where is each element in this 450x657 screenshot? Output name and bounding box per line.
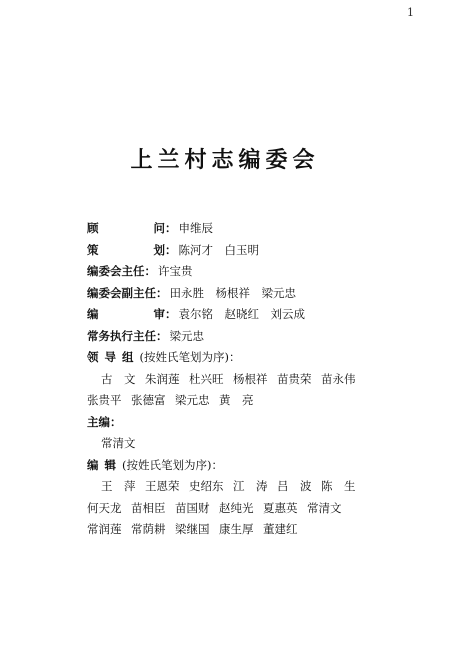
role-row-executive-director: 常务执行主任 ： 梁元忠 (87, 326, 417, 348)
name-item: 江 涛 (233, 479, 268, 493)
editors-names (87, 476, 417, 541)
name-item: 苗永伟 (321, 371, 356, 386)
credits-list (87, 218, 417, 541)
role-label: 编委会主任 (87, 264, 145, 278)
role-value: 袁尔铭 赵晓红 刘云成 (178, 307, 305, 321)
name-item: 史绍东 (189, 479, 224, 493)
name-item: 梁继国 (175, 522, 210, 536)
name-item: 杜兴旺 (189, 371, 224, 386)
name-item: 夏惠英 (263, 500, 298, 515)
name-item: 陈 生 (321, 479, 356, 493)
name-item: 古 文 (101, 371, 136, 386)
role-label: 编委会副主任 (87, 285, 156, 300)
section-label: 主编： (87, 414, 122, 429)
name-item: 王 萍 (101, 479, 136, 493)
role-label: 策 划 (87, 242, 165, 257)
role-value: 田永胜 杨根祥 梁元忠 (169, 285, 296, 300)
role-row-planner: 策 划 ： 陈河才 白玉明 (87, 240, 417, 262)
name-item: 何天龙 (87, 500, 122, 515)
name-item: 赵纯光 (219, 500, 254, 515)
name-item: 苗国财 (175, 500, 210, 515)
name-item: 黄 亮 (219, 393, 254, 407)
section-note: (按姓氏笔划为序)： (139, 350, 241, 364)
role-value: 许宝贵 (158, 264, 193, 278)
name-item: 常清文 (101, 436, 136, 450)
chief-editor-heading (87, 412, 417, 434)
role-value: 陈河才 白玉明 (178, 242, 259, 257)
name-item: 常润莲 (87, 522, 122, 536)
name-item: 梁元忠 (175, 393, 210, 407)
role-value: 梁元忠 (169, 328, 204, 343)
role-row-advisor: 顾 问 ： 申维辰 (87, 218, 417, 240)
name-item: 张德富 (131, 393, 166, 407)
section-label: 编辑 (87, 457, 122, 472)
name-item: 苗相臣 (131, 500, 166, 515)
name-item: 王恩荣 (145, 479, 180, 493)
role-row-committee-deputy: 编委会副主任 ： 田永胜 杨根祥 梁元忠 (87, 283, 417, 305)
page-title: 上兰村志编委会 (130, 147, 320, 173)
role-row-reviewer: 编 审 ： 袁尔铭 赵晓红 刘云成 (87, 304, 417, 326)
name-item: 常清文 (307, 500, 342, 515)
name-item: 朱润莲 (145, 371, 180, 386)
name-item: 常荫耕 (131, 522, 166, 536)
page-number: 1 (407, 6, 414, 19)
section-note: (按姓氏笔划为序)： (122, 457, 223, 472)
chief-editor-names (101, 433, 417, 455)
name-item: 康生厚 (219, 522, 254, 536)
role-row-committee-director: 编委会主任 ： 许宝贵 (87, 261, 417, 283)
role-label: 常务执行主任 (87, 328, 156, 343)
leaders-names (87, 369, 417, 412)
role-label: 编 审 (87, 307, 165, 321)
name-item: 苗贵荣 (277, 371, 312, 386)
editors-heading (87, 455, 417, 477)
name-item: 吕 波 (277, 479, 312, 493)
role-label: 顾 问 (87, 221, 165, 235)
role-value: 申维辰 (178, 221, 213, 235)
name-item: 杨根祥 (233, 371, 268, 386)
name-item: 董建红 (263, 522, 298, 536)
leaders-heading (87, 347, 417, 369)
section-label: 领导组 (87, 350, 140, 364)
name-item: 张贵平 (87, 393, 122, 407)
